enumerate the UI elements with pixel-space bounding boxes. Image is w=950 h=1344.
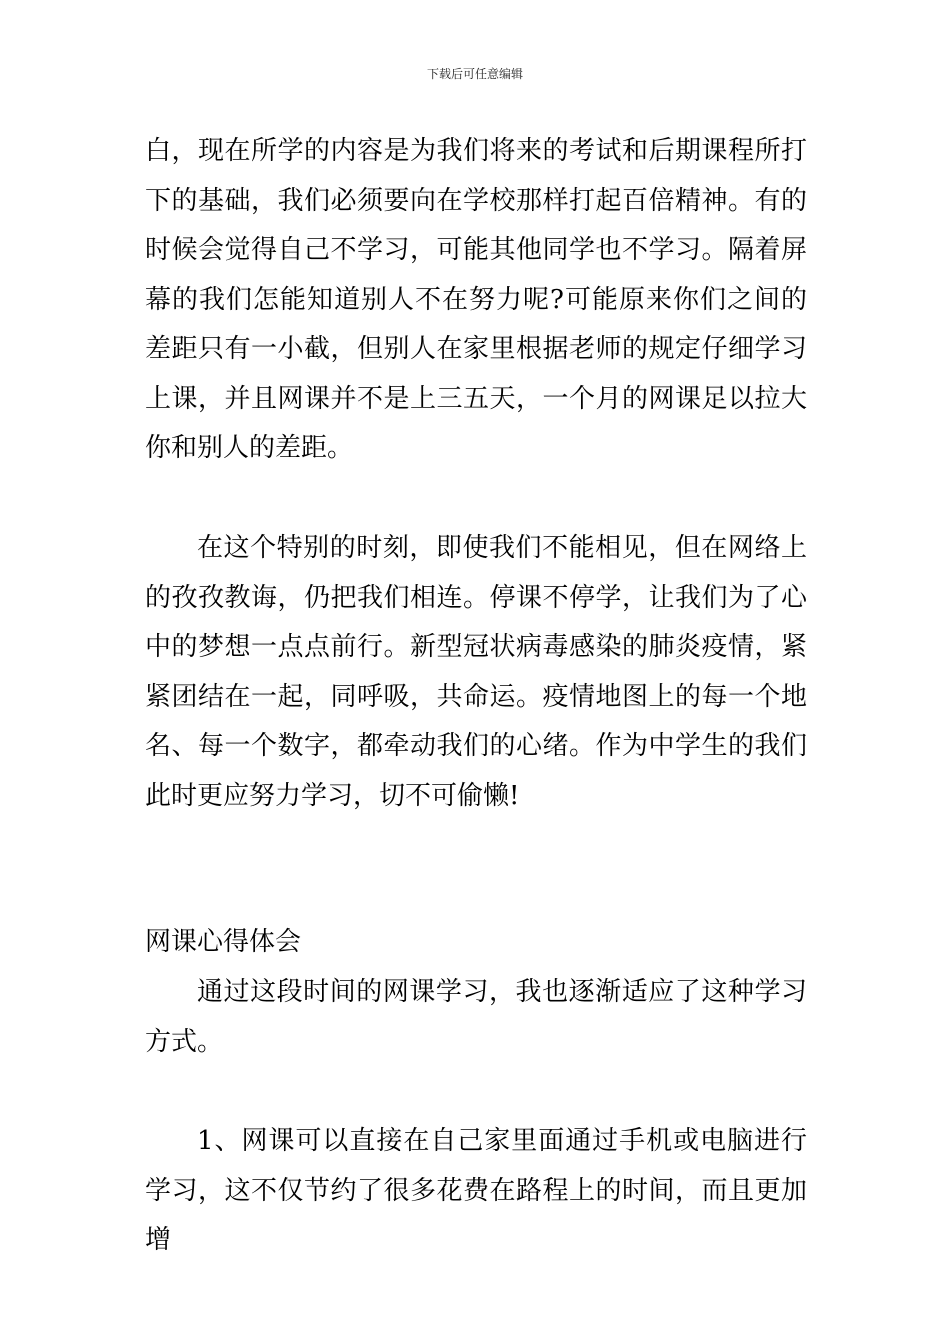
paragraph-1-text: 白，现在所学的内容是为我们将来的考试和后期课程所打下的基础，我们必须要向在学校那样打起百倍精神。有的时候会觉得自己不学习，可能其他同学也不学习。隔着屏幕的我们怎能知道别人不在努力呢?可能原来你们之间的差距只有一小截，但别人在家里根据老师的规定仔细学习上课，并且网课并不是上三五天，一个月的网课足以拉大你和别人的差距。 [145,136,807,463]
page-header: 下载后可任意编辑 [426,67,523,81]
paragraph-3 [145,968,807,1067]
paragraph-2-text: 在这个特别的时刻，即使我们不能相见，但在网络上的孜孜教诲，仍把我们相连。停课不停学，让我们为了心中的梦想一点点前行。新型冠状病毒感染的肺炎疫情，紧紧团结在一起，同呼吸，共命运。疫情地图上的每一个地名、每一个数字，都牵动我们的心绪。作为中学生的我们此时更应努力学习，切不可偷懒! [145,533,807,811]
section-heading [145,918,807,968]
paragraph-4 [145,1117,807,1266]
paragraph-2 [145,524,807,821]
paragraph-4-text: 1、网课可以直接在自己家里面通过手机或电脑进行学习，这不仅节约了很多花费在路程上的时间，而且更加增 [145,1126,807,1255]
paragraph-3-text: 通过这段时间的网课学习，我也逐渐适应了这种学习方式。 [145,977,807,1057]
section-heading-text: 网课心得体会 [145,927,302,957]
paragraph-1 [145,127,807,474]
